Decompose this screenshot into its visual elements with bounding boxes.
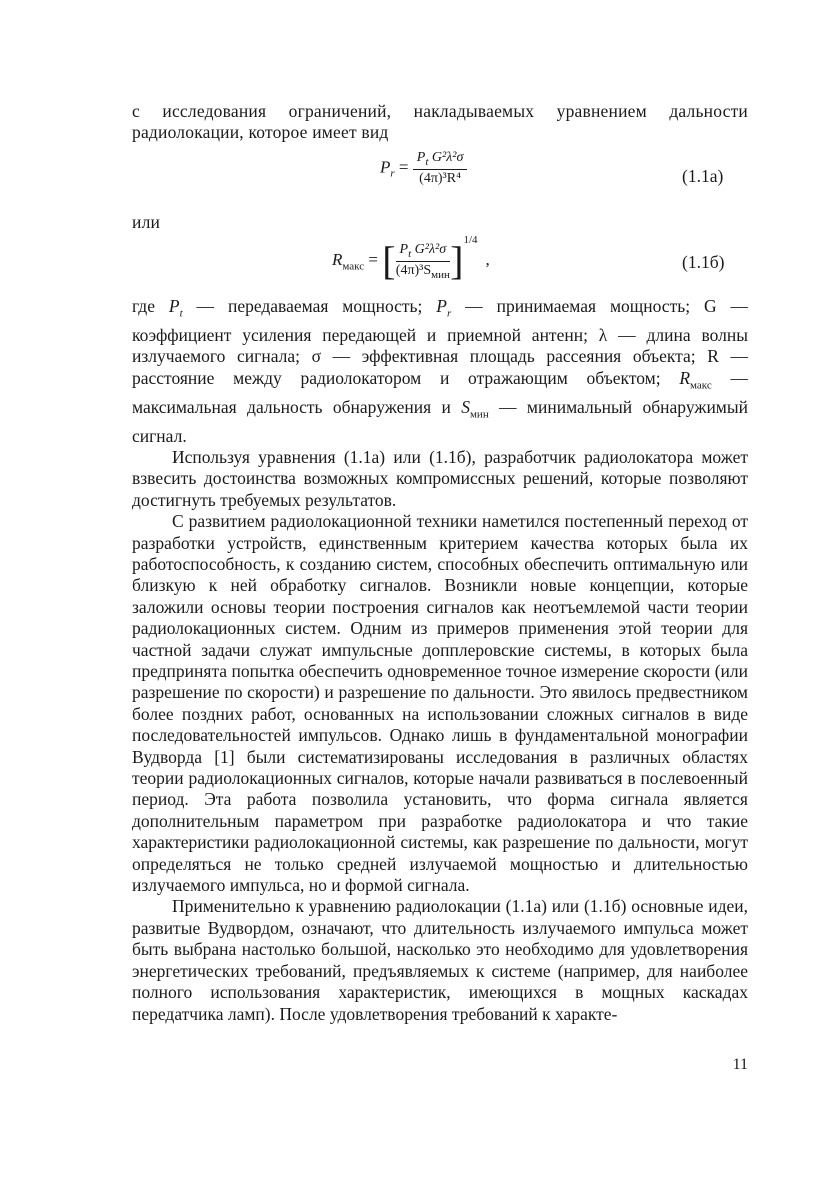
- connector-text: [132, 212, 748, 233]
- formula-a-fraction: [413, 150, 468, 187]
- intro-line-1: с исследования ограничений, накладываемых уравнением дальности: [132, 101, 748, 121]
- equation-number-1-1a: (1.1а): [682, 166, 724, 186]
- formula-b-lhs-sub: макс: [342, 260, 365, 273]
- formula-a-denominator: (4π)³R⁴: [419, 170, 461, 186]
- formula-b-power: 1/4: [463, 234, 478, 246]
- formula-a-lhs: P: [380, 157, 391, 177]
- formula-1-1a: $P_r$ = $\frac{P_t G^2\lambda^2\sigma}{\text{(4π)³R⁴}}$: [380, 150, 467, 187]
- formula-1-1b: $R_{макс}$ = [ $\frac{P_t G^2\lambda^2\sigma}{(4\pi)^3S_{мин}}$ ]$^{1/4}$,: [332, 234, 490, 284]
- connector-word: или: [132, 212, 161, 232]
- page-number: 11: [732, 1056, 748, 1073]
- paragraph-woodward: Применительно к уравнению радиолокации (1.1а) или (1.1б) основные идеи, развитые Вудвордом, означают, что длительность излучаемого импульса может быть выбрана настолько большой, насколько это необходимо для удовлетворения энергетических требований, предъявляемых к системе (например, для наиболее полного использования характеристик, имеющихся в мощных каскадах передатчика ламп). После удовлетворения требований к характе-: [132, 896, 748, 1024]
- formula-b-fraction: [396, 242, 451, 281]
- formula-b-denominator: $(4\pi)^3S_{мин}$: [395, 262, 450, 281]
- formula-b-numerator: $P_t$ G²λ²σ: [396, 242, 451, 262]
- body-text: [132, 296, 748, 1025]
- formula-a-lhs-sub: r: [390, 167, 395, 180]
- paragraph-definitions: где $P_t$ — передаваемая мощность; $P_r$ — принимаемая мощность; G — коэффициент усиления передающей и приемной антенн; λ — длина волны излучаемого сигнала; σ — эффективная площадь рассеяния объекта; R — расстояние между радиолокатором и отражающим объектом; $R_{макс}$ — максимальная дальность обнаружения и $S_{мин}$ — минимальный обнаружимый сигнал.: [132, 296, 749, 446]
- paragraph-development: С развитием радиолокационной техники наметился постепенный переход от разработки устройств, единственным критерием качества которых была их работоспособность, к созданию систем, способных обеспечить оптимальную или близкую к ней обработку сигналов. Возникли новые концепции, которые заложили основы теории построения сигналов как неотъемлемой части теории радиолокационных систем. Одним из примеров применения этой теории для частной задачи служат импульсные допплеровские системы, в которых была предпринята попытка обеспечить одновременное точное измерение скорости (или разрешение по скорости) и разрешение по дальности. Это явилось предвестником более поздних работ, основанных на использовании сложных сигналов в виде последовательностей импульсов. Однако лишь в фундаментальной монографии Вудворда [1] были систематизированы исследования в различных областях теории радиолокационных сигналов, которые начали развиваться в послевоенный период. Эта работа позволила установить, что форма сигнала является дополнительным параметром при разработке радиолокатора и что такие характеристики радиолокационной системы, как разрешение по дальности, могут определяться не только средней излучаемой мощностью и длительностью излучаемого импульса, но и формой сигнала.: [132, 511, 748, 896]
- formula-a-numerator: $P_t$ G²λ²σ: [413, 150, 468, 170]
- intro-line-2: радиолокации, которое имеет вид: [132, 122, 389, 143]
- formula-b-lhs: R: [332, 250, 343, 269]
- equation-number-1-1b: (1.1б): [682, 252, 725, 272]
- intro-text: [132, 101, 748, 144]
- paragraph-usage: Используя уравнения (1.1а) или (1.1б), разработчик радиолокатора может взвесить достоинства возможных компромиссных решений, которые позволяют достигнуть требуемых результатов.: [132, 446, 748, 510]
